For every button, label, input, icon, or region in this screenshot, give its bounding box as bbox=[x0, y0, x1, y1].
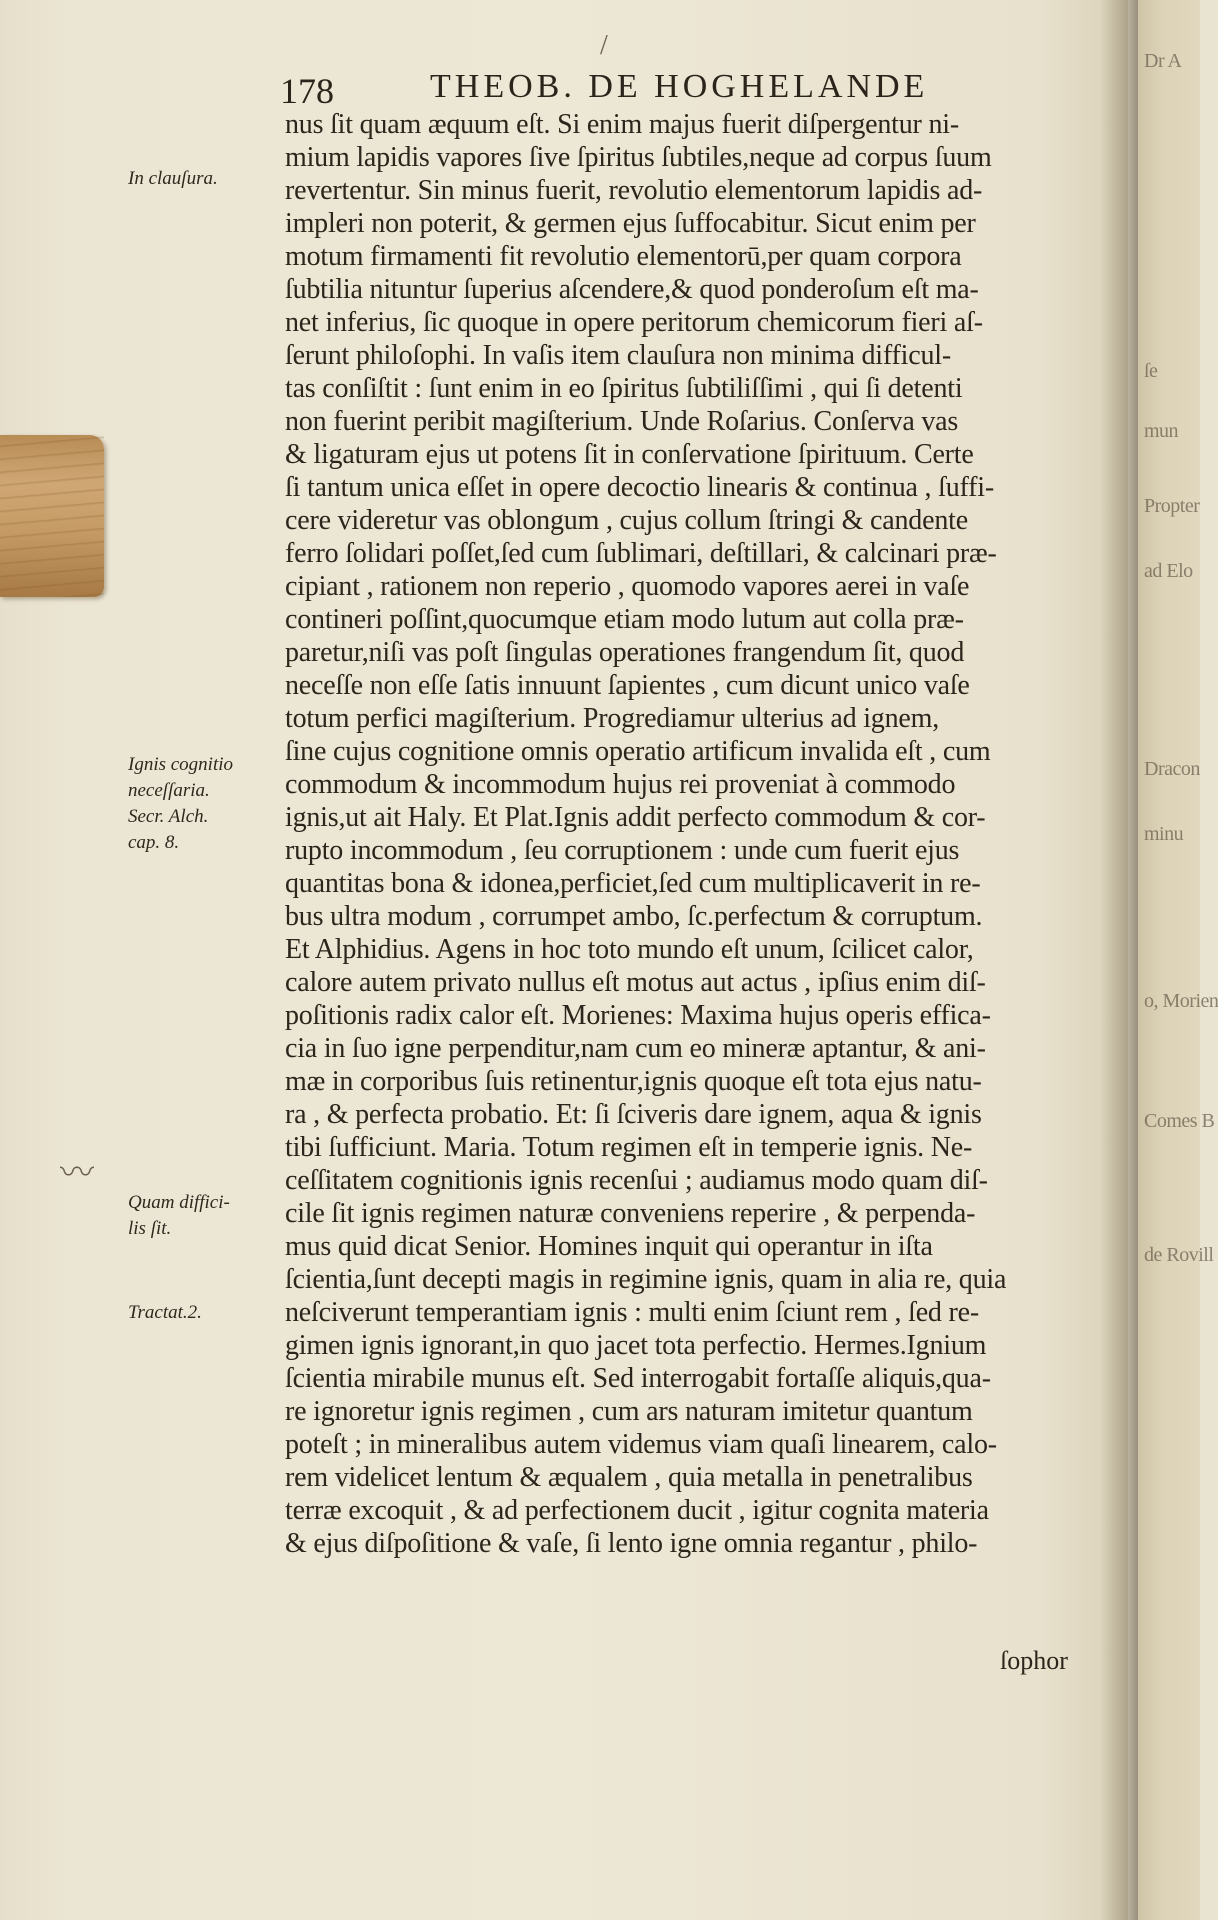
text-line: mium lapidis vapores ſive ſpiritus ſubtiles,neque ad corpus ſuum bbox=[285, 142, 992, 173]
text-line: cere videretur vas oblongum , cujus collum ſtringi & candente bbox=[285, 505, 968, 536]
text-line: terræ excoquit , & ad perfectionem ducit , igitur cognita materia bbox=[285, 1495, 989, 1526]
ink-speck: / bbox=[600, 30, 608, 61]
facing-page-fragment: Dracon bbox=[1144, 758, 1200, 780]
text-line: contineri poſſint,quocumque etiam modo lutum aut colla præ- bbox=[285, 604, 964, 635]
text-line: neceſſe non eſſe ſatis innuunt ſapientes , cum dicunt unico vaſe bbox=[285, 670, 970, 701]
text-line: rem videlicet lentum & æqualem , quia metalla in penetralibus bbox=[285, 1462, 973, 1493]
text-line: commodum & incommodum hujus rei proveniat à commodo bbox=[285, 769, 956, 800]
text-line: rupto incommodum , ſeu corruptionem : unde cum fuerit ejus bbox=[285, 835, 960, 866]
margin-note-in-clausura: In clauſura. bbox=[128, 168, 218, 189]
text-line: paretur,niſi vas poſt ſingulas operationes frangendum ſit, quod bbox=[285, 637, 965, 668]
catchword: ſophor bbox=[1000, 1646, 1068, 1675]
main-text-block bbox=[285, 108, 1100, 1560]
text-line: poſitionis radix calor eſt. Morienes: Maxima hujus operis effica- bbox=[285, 1000, 991, 1031]
text-line: ra , & perfecta probatio. Et: ſi ſciveris dare ignem, aqua & ignis bbox=[285, 1099, 982, 1130]
text-line: impleri non poterit, & germen ejus ſuffocabitur. Sicut enim per bbox=[285, 208, 976, 239]
text-line: non fuerint peribit magiſterium. Unde Roſarius. Conſerva vas bbox=[285, 406, 959, 437]
text-line: quantitas bona & idonea,perficiet,ſed cum multiplicaverit in re- bbox=[285, 868, 981, 899]
margin-note-line: Quam diffici- bbox=[128, 1192, 230, 1213]
text-line: calore autem privato nullus eſt motus aut actus , ipſius enim diſ- bbox=[285, 967, 986, 998]
facing-page-fragment: ad Elo bbox=[1144, 560, 1193, 582]
text-line: ſcientia,ſunt decepti magis in regimine ignis, quam in alia re, quia bbox=[285, 1264, 1007, 1295]
facing-page-fragment: mun bbox=[1144, 420, 1179, 442]
gutter-shadow bbox=[1100, 0, 1140, 1920]
facing-page-fragment: de Rovill bbox=[1144, 1244, 1214, 1266]
facing-page-fragment: Propter bbox=[1144, 495, 1200, 517]
margin-note-line: Ignis cognitio bbox=[128, 754, 234, 775]
text-line: tas conſiſtit : ſunt enim in eo ſpiritus ſubtiliſſimi , qui ſi detenti bbox=[285, 373, 963, 404]
text-line: mæ in corporibus ſuis retinentur,ignis quoque eſt tota ejus natu- bbox=[285, 1066, 982, 1097]
page-number: 178 bbox=[280, 71, 334, 111]
text-line: ceſſitatem cognitionis ignis recenſui ; audiamus modo quam diſ- bbox=[285, 1165, 988, 1196]
text-line: re ignoretur ignis regimen , cum ars naturam imitetur quantum bbox=[285, 1396, 973, 1427]
margin-note-line: Secr. Alch. bbox=[128, 806, 209, 827]
pen-mark-flourish: 〰 bbox=[60, 1155, 94, 1192]
text-line: motum firmamenti fit revolutio elementorū,per quam corpora bbox=[285, 241, 962, 272]
margin-note-quam-difficilis bbox=[128, 1190, 230, 1242]
text-line: ſine cujus cognitione omnis operatio artificum invalida eſt , cum bbox=[285, 736, 991, 767]
facing-page-fragment: Comes B bbox=[1144, 1110, 1215, 1132]
text-line: cile ſit ignis regimen naturæ conveniens reperire , & perpenda- bbox=[285, 1198, 976, 1229]
text-line: gimen ignis ignorant,in quo jacet tota perfectio. Hermes.Ignium bbox=[285, 1330, 987, 1361]
margin-note-ignis-cognitio bbox=[128, 752, 233, 856]
margin-note-line: neceſſaria. bbox=[128, 780, 210, 801]
text-line: cipiant , rationem non reperio , quomodo vapores aerei in vaſe bbox=[285, 571, 970, 602]
text-line: ſi tantum unica eſſet in opere decoctio linearis & continua , ſuffi- bbox=[285, 472, 994, 503]
text-line: net inferius, ſic quoque in opere peritorum chemicorum fieri aſ- bbox=[285, 307, 983, 338]
text-line: & ejus diſpoſitione & vaſe, ſi lento igne omnia regantur , philo- bbox=[285, 1528, 978, 1559]
facing-page-fragment: ſe bbox=[1144, 360, 1158, 382]
margin-note-line: lis ſit. bbox=[128, 1218, 172, 1239]
text-line: poteſt ; in mineralibus autem videmus viam quaſi linearem, calo- bbox=[285, 1429, 997, 1460]
margin-note-line: cap. 8. bbox=[128, 832, 180, 853]
text-line: ferro ſolidari poſſet,ſed cum ſublimari, deſtillari, & calcinari præ- bbox=[285, 538, 997, 569]
margin-note-tractat: Tractat.2. bbox=[128, 1302, 202, 1323]
text-line: neſciverunt temperantiam ignis : multi enim ſciunt rem , ſed re- bbox=[285, 1297, 979, 1328]
text-line: ſcientia mirabile munus eſt. Sed interrogabit fortaſſe aliquis,qua- bbox=[285, 1363, 991, 1394]
text-line: nus ſit quam æquum eſt. Si enim majus fuerit diſpergentur ni- bbox=[285, 109, 959, 140]
text-line: ſerunt philoſophi. In vaſis item clauſura non minima difficul- bbox=[285, 340, 951, 371]
text-line: mus quid dicat Senior. Homines inquit qui operantur in iſta bbox=[285, 1231, 933, 1262]
facing-page-fragment: o, Morien bbox=[1144, 990, 1218, 1012]
facing-page-fragment: Dr A bbox=[1144, 50, 1182, 72]
text-line: tibi ſufficiunt. Maria. Totum regimen eſt in temperie ignis. Ne- bbox=[285, 1132, 973, 1163]
text-line: & ligaturam ejus ut potens ſit in conſervatione ſpirituum. Certe bbox=[285, 439, 974, 470]
text-line: bus ultra modum , corrumpet ambo, ſc.perfectum & corruptum. bbox=[285, 901, 983, 932]
facing-page-edge bbox=[1138, 0, 1218, 1920]
text-line: totum perfici magiſterium. Progrediamur ulterius ad ignem, bbox=[285, 703, 940, 734]
text-line: ſubtilia nituntur ſuperius aſcendere,& quod ponderoſum eſt ma- bbox=[285, 274, 979, 305]
text-line: Et Alphidius. Agens in hoc toto mundo eſt unum, ſcilicet calor, bbox=[285, 934, 974, 965]
text-line: ignis,ut ait Haly. Et Plat.Ignis addit perfecto commodum & cor- bbox=[285, 802, 986, 833]
facing-page-fragment: minu bbox=[1144, 823, 1184, 845]
text-line: cia in ſuo igne perpenditur,nam cum eo mineræ aptantur, & ani- bbox=[285, 1033, 986, 1064]
running-head-title: THEOB. DE HOGHELANDE bbox=[430, 68, 929, 105]
paper-tab-bookmark bbox=[0, 435, 104, 597]
text-line: revertentur. Sin minus fuerit, revolutio elementorum lapidis ad- bbox=[285, 175, 983, 206]
